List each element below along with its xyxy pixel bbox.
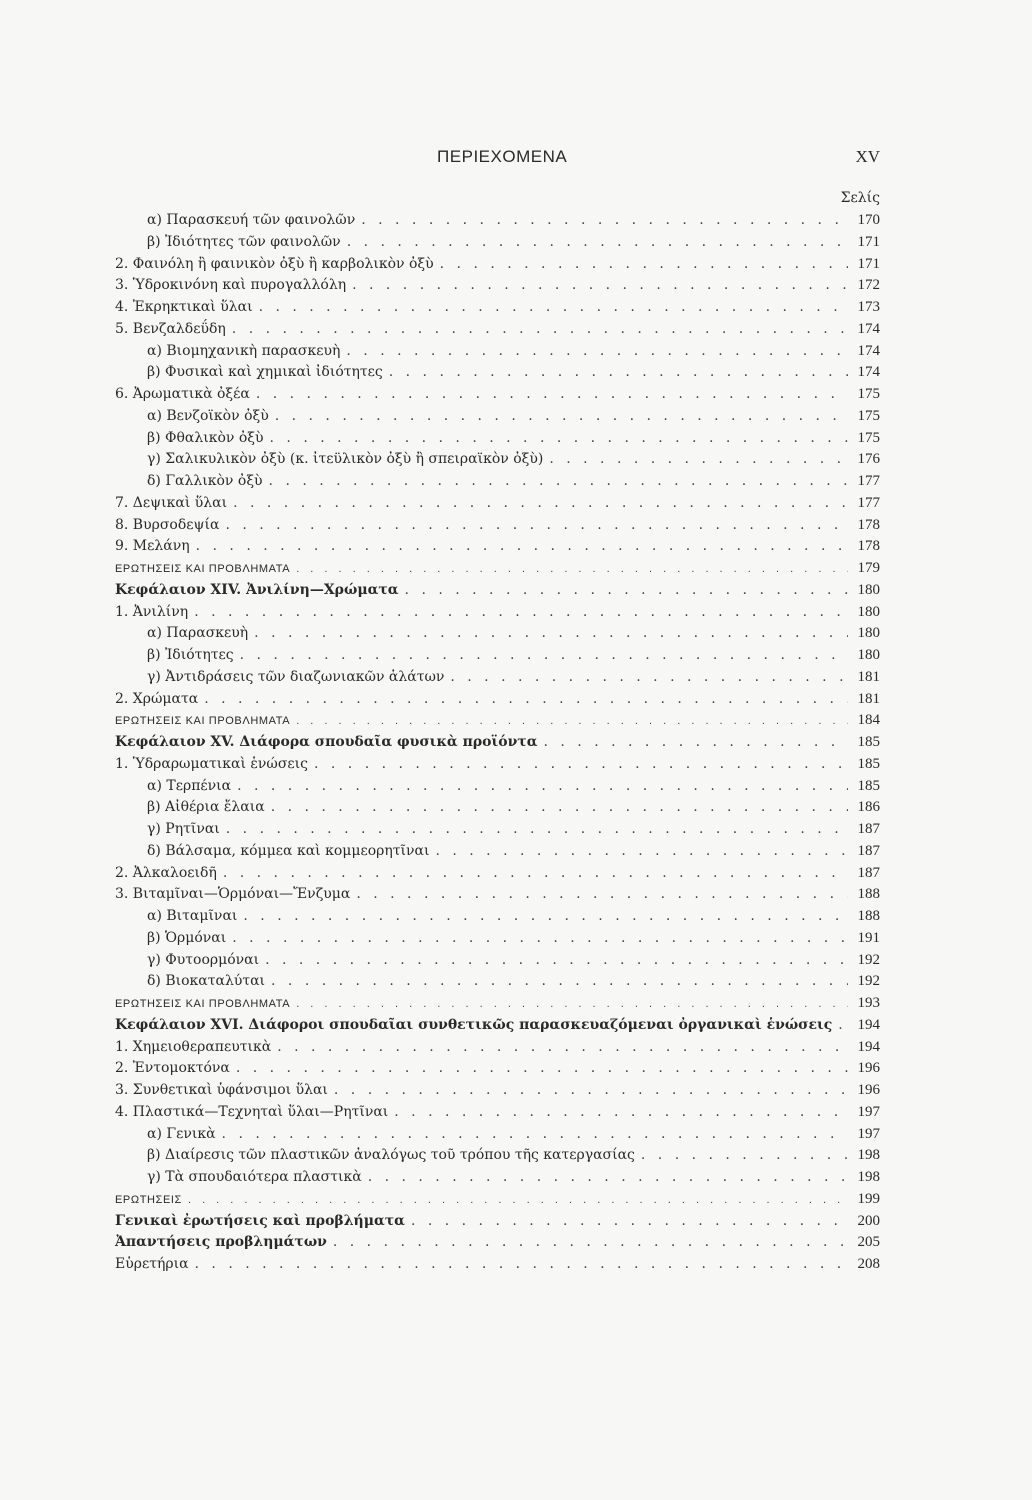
toc-entry-title: Κεφάλαιον XV. Διάφορα σπουδαῖα φυσικὰ προϊόντα [115, 734, 538, 750]
dot-leader [333, 1232, 848, 1254]
toc-entry-page: 172 [857, 277, 880, 294]
toc-entry-title: 1. Ἀνιλίνη [115, 603, 189, 620]
toc-entry-title: Ἀπαντήσεις προβλημάτων [115, 1234, 327, 1251]
dot-leader [226, 819, 848, 841]
toc-entry [115, 884, 880, 906]
dot-leader [334, 1080, 848, 1102]
toc-entry [115, 232, 880, 254]
toc-entry-title: 4. Ἐκρηκτικαὶ ὕλαι [115, 299, 253, 315]
dot-leader [346, 341, 848, 363]
dot-leader [296, 994, 848, 1016]
toc-entry-page: 196 [857, 1060, 880, 1077]
toc-entry-title: 3. Συνθετικαὶ ὑφάνσιμοι ὕλαι [115, 1082, 328, 1098]
toc-entry-title: β) Ἰδιότητες [147, 647, 234, 663]
toc-entry-page: 185 [857, 777, 880, 794]
toc-entry-page: 181 [857, 668, 880, 685]
toc-entry [115, 297, 880, 319]
toc-entry-page: 205 [857, 1234, 880, 1251]
dot-leader [277, 1037, 848, 1059]
toc-entry-page: 173 [857, 299, 880, 315]
page-header [115, 147, 880, 173]
dot-leader [223, 863, 848, 885]
dot-leader [450, 667, 848, 689]
dot-leader [196, 536, 848, 558]
toc-entry-title: γ) Τὰ σπουδαιότερα πλαστικὰ [147, 1169, 362, 1185]
toc-entry [115, 776, 880, 798]
toc-entry-page: 176 [857, 451, 880, 468]
toc-entry-page: 187 [857, 864, 880, 881]
toc-entry-page: 187 [857, 842, 880, 859]
page-column-header: Σελίς [840, 190, 880, 206]
dot-leader [356, 884, 848, 906]
toc-entry [115, 928, 880, 950]
dot-leader [265, 950, 848, 972]
toc-entry-title: β) Ὁρμόναι [147, 929, 227, 946]
toc-entry [115, 645, 880, 667]
toc-entry [115, 515, 880, 537]
toc-entry [115, 1102, 880, 1124]
toc-entry-title: β) Φθαλικὸν ὀξὺ [147, 429, 264, 446]
dot-leader [394, 1102, 848, 1124]
toc-entry-page: 192 [857, 951, 880, 968]
dot-leader [269, 471, 848, 493]
toc-entry-page: 198 [857, 1147, 880, 1164]
toc-entry-page: 192 [857, 973, 880, 990]
toc-entry-page: 180 [857, 603, 880, 620]
dot-leader [440, 254, 848, 276]
toc-entry [115, 1189, 880, 1211]
toc-entry-title: δ) Βιοκαταλύται [147, 973, 266, 990]
toc-entry [115, 993, 880, 1015]
toc-entry-page: 180 [857, 581, 880, 598]
toc-entry-title: 2. Φαινόλη ἢ φαινικὸν ὀξὺ ἢ καρβολικὸν ὀξὺ [115, 255, 434, 272]
dot-leader [296, 711, 848, 733]
dot-leader [411, 1211, 848, 1233]
toc-entry-title: ΕΡΩΤΗΣΕΙΣ [115, 1193, 182, 1206]
dot-leader [271, 797, 848, 819]
toc-entry-title: α) Γενικὰ [147, 1125, 216, 1142]
dot-leader [232, 928, 848, 950]
toc-entry [115, 1167, 880, 1189]
dot-leader [314, 754, 848, 776]
dot-leader [275, 406, 848, 428]
toc-entry [115, 667, 880, 689]
toc-entry-page: 198 [857, 1169, 880, 1185]
toc-entry [115, 1145, 880, 1167]
toc-entry [115, 950, 880, 972]
dot-leader [641, 1145, 848, 1167]
dot-leader [435, 841, 848, 863]
dot-leader [271, 971, 848, 993]
dot-leader [233, 493, 848, 515]
toc-entry [115, 319, 880, 341]
dot-leader [243, 906, 848, 928]
dot-leader [256, 384, 848, 406]
dot-leader [361, 210, 848, 232]
dot-leader [232, 319, 848, 341]
dot-leader [347, 232, 848, 254]
toc-entry [115, 275, 880, 297]
toc-entry-page: 175 [857, 407, 880, 424]
toc-entry-page: 188 [857, 886, 880, 903]
toc-entry-title: α) Βιταμῖναι [147, 908, 238, 924]
dot-leader [368, 1167, 848, 1189]
dot-leader [204, 689, 848, 711]
toc-entry-title: γ) Ρητῖναι [147, 821, 220, 837]
dot-leader [389, 362, 848, 384]
toc-entry-page: 181 [857, 690, 880, 707]
toc-entry [115, 1015, 880, 1037]
toc-entry-page: 180 [857, 625, 880, 642]
dot-leader [352, 275, 848, 297]
toc-entry-title: γ) Ἀντιδράσεις τῶν διαζωνιακῶν ἁλάτων [147, 668, 445, 685]
toc-entry-page: 171 [857, 233, 880, 250]
toc-entry-title: α) Βιομηχανικὴ παρασκευὴ [147, 342, 341, 359]
toc-entry [115, 1254, 880, 1276]
toc-entry [115, 471, 880, 493]
toc-entry-title: β) Ἰδιότητες τῶν φαινολῶν [147, 233, 341, 250]
dot-leader [236, 1058, 848, 1080]
toc-entry-page: 175 [857, 386, 880, 402]
toc-entry-title: 2. Χρώματα [115, 690, 199, 707]
toc-entry-page: 196 [857, 1082, 880, 1098]
toc-entry-page: 200 [857, 1212, 880, 1229]
toc-entry-title: 3. Ὑδροκινόνη καὶ πυρογαλλόλη [115, 277, 347, 294]
toc-entry-page: 177 [857, 473, 880, 489]
toc-entry [115, 602, 880, 624]
toc-entry-page: 187 [857, 821, 880, 837]
toc-entry-page: 171 [857, 255, 880, 272]
toc-entry-title: β) Αἰθέρια ἔλαια [147, 799, 265, 816]
toc-entry-title: γ) Σαλικυλικὸν ὀξὺ (κ. ἰτεϋλικὸν ὀξὺ ἢ σπειραϊκὸν ὀξὺ) [147, 451, 544, 468]
toc-entry-title: 8. Βυρσοδεψία [115, 516, 220, 533]
toc-entry-title: 2. Ἐντομοκτόνα [115, 1060, 230, 1077]
toc-entry-title: Κεφάλαιον XIV. Ἀνιλίνη—Χρώματα [115, 581, 399, 598]
toc-entry [115, 1037, 880, 1059]
toc-entry-title: ΕΡΩΤΗΣΕΙΣ ΚΑΙ ΠΡΟΒΛΗΜΑΤΑ [115, 563, 291, 575]
toc-entry-page: 170 [857, 212, 880, 228]
toc-entry-page: 208 [857, 1256, 880, 1272]
toc-entry-title: β) Διαίρεσις τῶν πλαστικῶν ἀναλόγως τοῦ τρόπου τῆς κατεργασίας [147, 1147, 635, 1164]
toc-entry-title: δ) Γαλλικὸν ὀξὺ [147, 473, 263, 489]
toc-entry [115, 689, 880, 711]
toc-entry-page: 191 [857, 929, 880, 946]
toc-entry [115, 210, 880, 232]
toc-entry-page: 177 [857, 494, 880, 511]
toc-entry-page: 174 [857, 342, 880, 359]
toc-entry-page: 197 [857, 1103, 880, 1120]
toc-entry-title: 6. Ἀρωματικὰ ὀξέα [115, 386, 250, 402]
toc-entry [115, 971, 880, 993]
toc-entry [115, 428, 880, 450]
toc-entry [115, 732, 880, 754]
toc-entry-page: 178 [857, 538, 880, 555]
toc-entry [115, 493, 880, 515]
toc-entry-title: 1. Ὑδραρωματικαὶ ἑνώσεις [115, 755, 308, 772]
toc-entry [115, 536, 880, 558]
toc-entry [115, 362, 880, 384]
toc-entry [115, 754, 880, 776]
dot-leader [240, 645, 848, 667]
toc-entry-page: 179 [857, 560, 880, 576]
toc-entry-title: 9. Μελάνη [115, 538, 190, 555]
toc-entry-page: 194 [857, 1038, 880, 1055]
toc-entry [115, 1211, 880, 1233]
toc-entry-title: 2. Ἀλκαλοειδῆ [115, 864, 217, 881]
toc-entry-title: 5. Βενζαλδεΰδη [115, 320, 226, 337]
toc-entry [115, 819, 880, 841]
toc-entry-title: 3. Βιταμῖναι—Ὁρμόναι—Ἔνζυμα [115, 886, 351, 903]
toc-entry [115, 580, 880, 602]
dot-leader [188, 1190, 848, 1212]
toc-entry [115, 1232, 880, 1254]
toc-entry-title: 4. Πλαστικά—Τεχνηταὶ ὕλαι—Ρητῖναι [115, 1103, 389, 1120]
toc-entry-page: 185 [857, 734, 880, 750]
toc-entry-page: 186 [857, 799, 880, 816]
dot-leader [838, 1015, 848, 1037]
toc-entry-title: β) Φυσικαὶ καὶ χημικαὶ ἰδιότητες [147, 364, 383, 381]
toc-entry [115, 1124, 880, 1146]
toc-entry-page: 174 [857, 320, 880, 337]
toc-entry [115, 710, 880, 732]
toc-entry [115, 1080, 880, 1102]
dot-leader [259, 297, 848, 319]
dot-leader [225, 515, 848, 537]
dot-leader [237, 776, 848, 798]
toc-entry [115, 254, 880, 276]
toc-entry-page: 174 [857, 364, 880, 381]
toc-entry-page: 178 [857, 516, 880, 533]
dot-leader [405, 580, 848, 602]
dot-leader [222, 1124, 848, 1146]
toc-entry [115, 406, 880, 428]
toc-entry-page: 193 [857, 995, 880, 1011]
toc-entry-title: Εὑρετήρια [115, 1256, 189, 1272]
toc-entry-page: 185 [857, 755, 880, 772]
toc-entry-page: 188 [857, 908, 880, 924]
toc-entry-title: 7. Δεψικαὶ ὕλαι [115, 494, 228, 511]
toc-entry-title: α) Τερπένια [147, 777, 232, 794]
toc-entry [115, 384, 880, 406]
toc-entry-title: Κεφάλαιον XVI. Διάφοροι σπουδαῖαι συνθετικῶς παρασκευαζόμεναι ὀργανικαὶ ἑνώσεις [115, 1016, 833, 1033]
toc-entry-title: ΕΡΩΤΗΣΕΙΣ ΚΑΙ ΠΡΟΒΛΗΜΑΤΑ [115, 998, 291, 1010]
toc-entry-page: 194 [857, 1016, 880, 1033]
toc-entry-title: α) Παρασκευή τῶν φαινολῶν [147, 212, 356, 228]
toc-entry [115, 623, 880, 645]
toc-entry [115, 558, 880, 580]
toc-entry [115, 863, 880, 885]
dot-leader [194, 602, 848, 624]
toc-entry-title: α) Παρασκευὴ [147, 625, 249, 642]
dot-leader [296, 559, 848, 581]
toc-entry-title: δ) Βάλσαμα, κόμμεα καὶ κομμεορητῖναι [147, 842, 430, 859]
toc-entry-title: γ) Φυτοορμόναι [147, 951, 260, 968]
toc-entry-title: Γενικαὶ ἐρωτήσεις καὶ προβλήματα [115, 1212, 405, 1229]
toc-entry-title: ΕΡΩΤΗΣΕΙΣ ΚΑΙ ΠΡΟΒΛΗΜΑΤΑ [115, 715, 291, 728]
toc-entry-page: 175 [857, 429, 880, 446]
toc-entry [115, 449, 880, 471]
toc-entry [115, 841, 880, 863]
toc-entry-title: α) Βενζοϊκὸν ὀξὺ [147, 407, 269, 424]
toc-entry-page: 180 [857, 647, 880, 663]
toc-entry [115, 797, 880, 819]
toc-entry [115, 906, 880, 928]
toc-entry-page: 199 [857, 1190, 880, 1207]
dot-leader [195, 1254, 848, 1276]
dot-leader [544, 732, 849, 754]
toc-entry-page: 197 [857, 1125, 880, 1142]
page-title: ΠΕΡΙΕΧΟΜΕΝΑ [437, 147, 568, 166]
dot-leader [549, 449, 848, 471]
toc-entry [115, 341, 880, 363]
table-of-contents [115, 210, 880, 1276]
toc-entry [115, 1058, 880, 1080]
page-number: XV [855, 147, 880, 166]
dot-leader [254, 623, 848, 645]
dot-leader [270, 428, 848, 450]
toc-entry-page: 184 [857, 712, 880, 729]
toc-entry-title: 1. Χημειοθεραπευτικὰ [115, 1038, 272, 1055]
